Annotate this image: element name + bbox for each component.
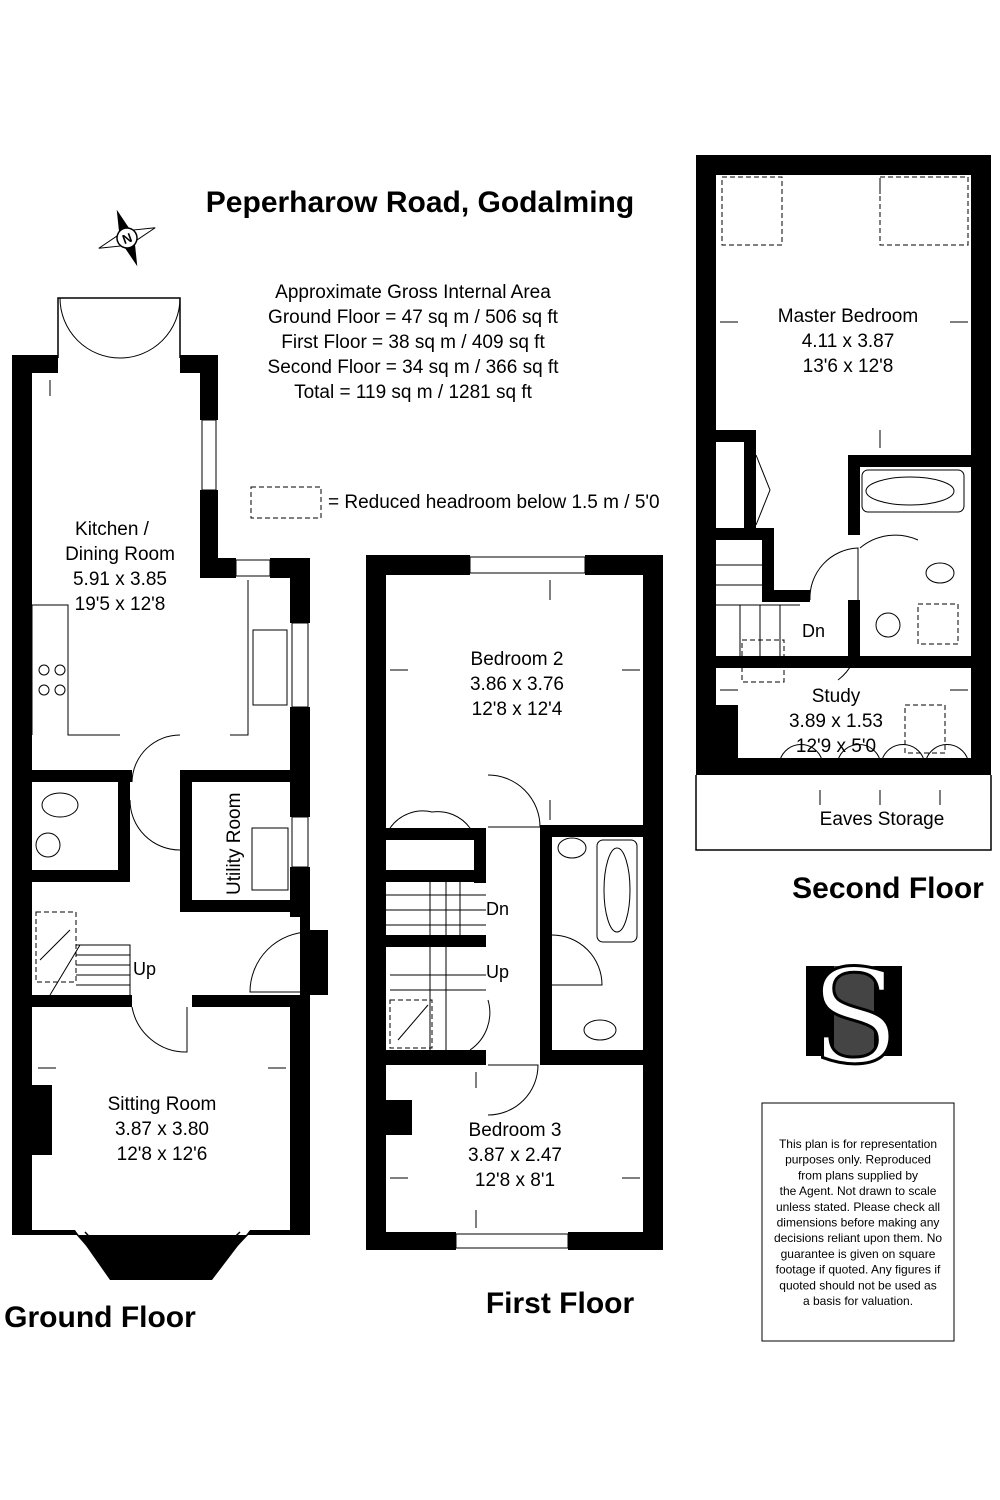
disclaimer-line: This plan is for representation	[778, 1137, 938, 1151]
master-metric: 4.11 x 3.87	[801, 331, 895, 352]
sitting-imperial: 12'8 x 12'6	[116, 1144, 208, 1165]
disclaimer-line: guarantee is given on square	[780, 1246, 936, 1261]
study-imperial: 12'9 x 5'0	[795, 736, 877, 757]
kitchen-name-2: Dining Room	[65, 544, 175, 565]
master-name: Master Bedroom	[777, 306, 919, 327]
area-first: First Floor = 38 sq m / 409 sq ft	[281, 332, 545, 353]
reduced-headroom-swatch	[251, 487, 321, 518]
disclaimer-line: quoted should not be used as	[779, 1278, 937, 1293]
stairs-dn-second: Dn	[802, 621, 826, 641]
area-second: Second Floor = 34 sq m / 366 sq ft	[267, 357, 559, 378]
bedroom3-metric: 3.87 x 2.47	[467, 1145, 563, 1166]
first-floor-label: First Floor	[485, 1287, 635, 1320]
disclaimer-line: from plans supplied by	[797, 1168, 919, 1183]
disclaimer-line: purposes only. Reproduced	[785, 1152, 931, 1167]
sitting-metric: 3.87 x 3.80	[114, 1119, 210, 1140]
reduced-headroom-legend: = Reduced headroom below 1.5 m / 5'0	[328, 492, 660, 513]
study-name: Study	[811, 686, 861, 707]
study-metric: 3.89 x 1.53	[788, 711, 884, 732]
disclaimer-line: dimensions before making any	[776, 1215, 940, 1230]
disclaimer-line: a basis for valuation.	[802, 1294, 914, 1308]
entrance-in: IN	[306, 959, 324, 979]
bedroom2-metric: 3.86 x 3.76	[469, 674, 565, 695]
kitchen-name-1: Kitchen /	[75, 519, 149, 540]
disclaimer-line: the Agent. Not drawn to scale	[779, 1184, 937, 1199]
second-floor-label: Second Floor	[792, 872, 984, 905]
disclaimer-line: decisions reliant upon them. No	[773, 1231, 943, 1246]
area-heading: Approximate Gross Internal Area	[275, 282, 551, 303]
area-total: Total = 119 sq m / 1281 sq ft	[294, 382, 532, 403]
compass-icon	[89, 200, 166, 277]
disclaimer-line: unless stated. Please check all	[775, 1199, 941, 1214]
sitting-name: Sitting Room	[107, 1094, 217, 1115]
ground-floor-label: Ground Floor	[4, 1301, 196, 1334]
stairs-dn-first: Dn	[486, 899, 510, 919]
bedroom2-name: Bedroom 2	[470, 649, 564, 670]
disclaimer-text	[774, 1137, 942, 1308]
disclaimer-line: footage if quoted. Any figures if	[775, 1262, 941, 1277]
bedroom2-imperial: 12'8 x 12'4	[471, 699, 563, 720]
logo-letter: S	[810, 941, 900, 1093]
kitchen-imperial: 19'5 x 12'8	[74, 594, 166, 615]
stairs-up-ground: Up	[133, 959, 157, 979]
compass-letter: N	[120, 229, 135, 248]
eaves-name: Eaves Storage	[819, 809, 945, 830]
bedroom3-name: Bedroom 3	[468, 1120, 562, 1141]
master-imperial: 13'6 x 12'8	[802, 356, 894, 377]
stairs-up-first: Up	[486, 962, 510, 982]
utility-name: Utility Room	[224, 792, 245, 895]
page-title: Peperharow Road, Godalming	[205, 186, 635, 219]
agent-logo	[806, 941, 902, 1093]
kitchen-metric: 5.91 x 3.85	[72, 569, 168, 590]
bedroom3-imperial: 12'8 x 8'1	[474, 1170, 556, 1191]
area-ground: Ground Floor = 47 sq m / 506 sq ft	[268, 307, 558, 328]
